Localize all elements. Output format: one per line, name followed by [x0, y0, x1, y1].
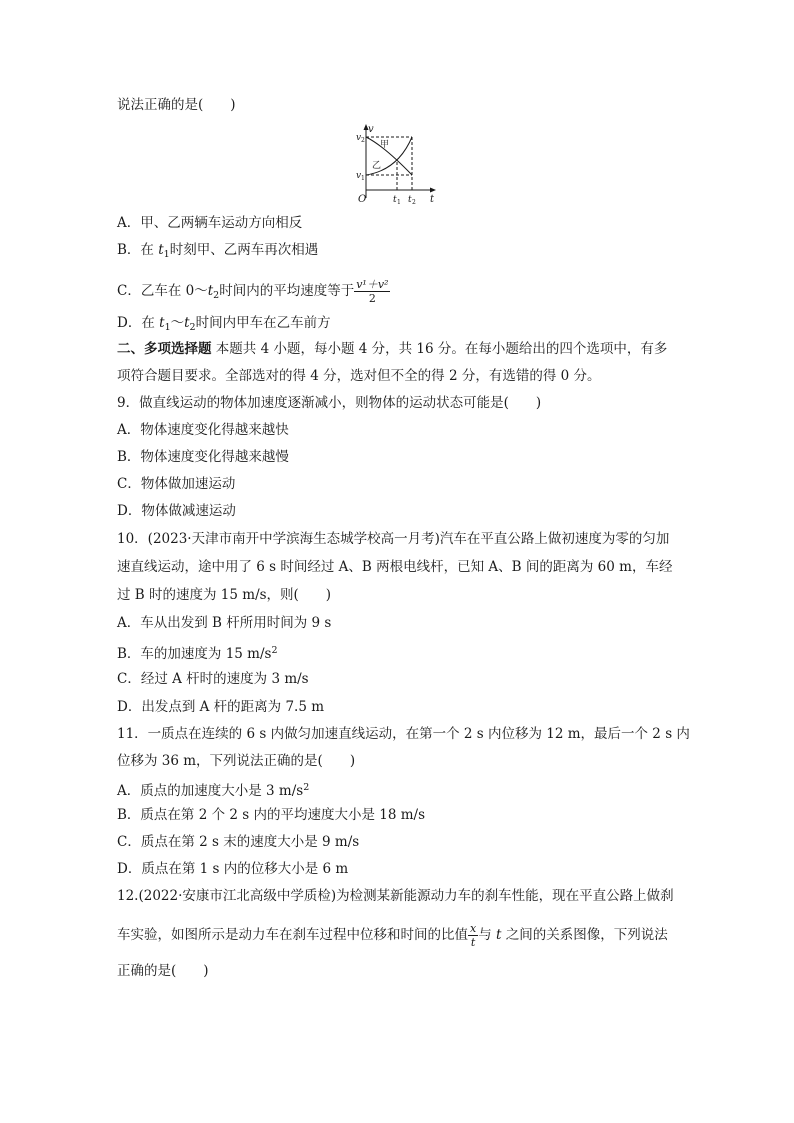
v2-label: v: [356, 133, 362, 143]
q12-stem-line3: 正确的是( ): [117, 963, 209, 979]
q8-option-d: D．在 $t_1\sim t_2$时间内甲车在乙车前方: [117, 315, 331, 333]
v1-label: v: [356, 171, 362, 181]
t-axis-arrow: [430, 188, 436, 193]
q11-option-a: A．质点的加速度大小是 3 $m/s^2$: [117, 782, 310, 799]
q10-stem-line1: 10．(2023·天津市南开中学滨海生态城学校高一月考)汽车在平直公路上做初速度为零的匀加: [117, 531, 670, 547]
t-axis-label: t: [430, 194, 435, 205]
q8-option-b: B．在 $t_1$时刻甲、乙两车再次相遇: [117, 242, 319, 260]
t1-sub: 1: [397, 199, 401, 206]
q9-option-a: A．物体速度变化得越来越快: [117, 422, 289, 438]
t1-label: t: [393, 195, 397, 205]
q8-option-c-fraction: $\frac{\text{v¹＋v²}}{2}$: [356, 278, 389, 305]
q11-stem-line1: 11．一质点在连续的 6 s 内做匀加速直线运动，在第一个 2 s 内位移为 12 m，最后一个 2 s 内: [117, 726, 690, 742]
q11-stem-line2: 位移为 36 m，下列说法正确的是( ): [117, 753, 356, 769]
q10-option-a: A．车从出发到 B 杆所用时间为 9 s: [117, 615, 332, 631]
q10-stem-line3: 过 B 时的速度为 15 m/s，则( ): [117, 587, 332, 603]
q8-option-c: C．乙车在 $0\sim t_2$时间内的平均速度等于 $\frac{\text{v¹＋v²}}{2}$: [117, 278, 389, 305]
curve-yi-label: 乙: [372, 161, 382, 171]
q8-option-a: A．甲、乙两辆车运动方向相反: [117, 215, 303, 231]
q9-option-d: D．物体做减速运动: [117, 503, 236, 519]
origin-label: O: [358, 194, 367, 205]
v2-sub: 2: [361, 137, 365, 144]
q8-vt-graph: [350, 122, 440, 206]
q11-option-b: B．质点在第 2 个 2 s 内的平均速度大小是 18 m/s: [117, 807, 426, 823]
q10-option-d: D．出发点到 A 杆的距离为 7.5 m: [117, 699, 325, 715]
q12-x-over-t-fraction: $\frac{x}{t}$: [470, 922, 477, 949]
v-axis-label: v: [368, 124, 374, 135]
q10-option-b: B．车的加速度为 15 $m/s^2$: [117, 645, 278, 662]
section2-title: 二、多项选择题: [117, 341, 212, 357]
q10-option-c: C．经过 A 杆时的速度为 3 m/s: [117, 671, 309, 687]
section2-line1: 二、多项选择题 本题共 4 小题，每小题 4 分，共 16 分。在每小题给出的四个选项中，有多: [117, 341, 668, 357]
q9-option-b: B．物体速度变化得越来越慢: [117, 449, 289, 465]
q9-stem: 9．做直线运动的物体加速度逐渐减小，则物体的运动状态可能是( ): [117, 395, 542, 411]
q10-stem-line2: 速直线运动，途中用了 6 s 时间经过 A、B 两根电线杆，已知 A、B 间的距离为 60 m，车经: [117, 559, 673, 575]
q11-option-d: D．质点在第 1 s 内的位移大小是 6 m: [117, 861, 349, 877]
q12-stem-line2: 车实验，如图所示是动力车在刹车过程中位移和时间的比值 $\frac{x}{t}$ 与 t 之间的关系图像，下列说法: [117, 922, 668, 949]
section2-line2: 项符合题目要求。全部选对的得 4 分，选对但不全的得 2 分，有选错的得 0 分。: [117, 368, 601, 384]
t2-sub: 2: [412, 199, 416, 206]
v1-sub: 1: [361, 175, 365, 182]
t2-label: t: [408, 195, 412, 205]
curve-jia-label: 甲: [380, 140, 390, 150]
q12-stem-line1: 12.(2022·安康市江北高级中学质检)为检测某新能源动力车的刹车性能，现在平直公路上做刹: [117, 888, 674, 904]
q9-option-c: C．物体做加速运动: [117, 476, 236, 492]
q11-option-c: C．质点在第 2 s 末的速度大小是 9 m/s: [117, 834, 360, 850]
q8-stem-tail: 说法正确的是( ): [117, 97, 236, 113]
